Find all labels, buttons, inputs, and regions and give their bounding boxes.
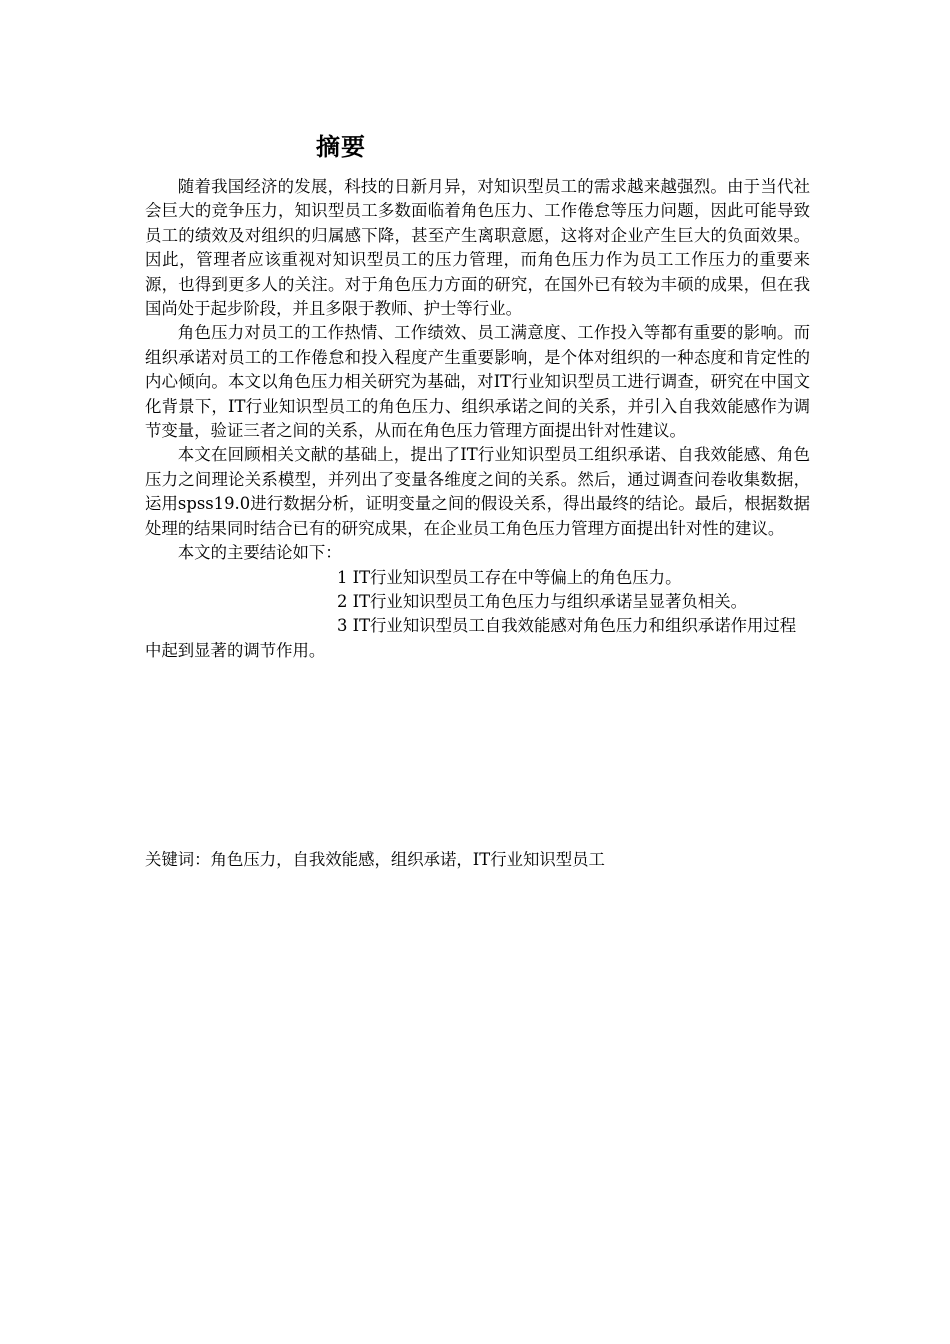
abstract-paragraph-4: 本文的主要结论如下： (177, 543, 342, 563)
abstract-paragraph-2: 角色压力对员工的工作热情、工作绩效、员工满意度、工作投入等都有重要的影响。而组织承诺对员工的工作倦怠和投入程度产生重要影响，是个体对组织的一种态度和肯定性的内心倾向。本文以角色压力相关研究为基础，对IT行业知识型员工进行调查，研究在中国文化背景下，IT行业知识型员工的角色压力、组织承诺之间的关系，并引入自我效能感作为调节变量，验证三者之间的关系，从而在角色压力管理方面提出针对性建议。 (145, 323, 810, 441)
conclusion-item-2: 2 IT行业知识型员工角色压力与组织承诺呈显著负相关。 (337, 591, 748, 611)
conclusion-item-3: 3 IT行业知识型员工自我效能感对角色压力和组织承诺作用过程中起到显著的调节作用。 (145, 616, 797, 660)
abstract-body (145, 175, 810, 663)
abstract-title: 摘要 (316, 133, 366, 161)
keywords-line: 关键词：角色压力，自我效能感，组织承诺，IT行业知识型员工 (145, 850, 605, 869)
abstract-paragraph-1: 随着我国经济的发展，科技的日新月异，对知识型员工的需求越来越强烈。由于当代社会巨大的竞争压力，知识型员工多数面临着角色压力、工作倦怠等压力问题，因此可能导致员工的绩效及对组织的归属感下降，甚至产生离职意愿，这将对企业产生巨大的负面效果。因此，管理者应该重视对知识型员工的压力管理，而角色压力作为员工工作压力的重要来源，也得到更多人的关注。对于角色压力方面的研究，在国外已有较为丰硕的成果，但在我国尚处于起步阶段，并且多限于教师、护士等行业。 (145, 177, 810, 319)
conclusion-item-1: 1 IT行业知识型员工存在中等偏上的角色压力。 (337, 567, 682, 587)
abstract-paragraph-3: 本文在回顾相关文献的基础上，提出了IT行业知识型员工组织承诺、自我效能感、角色压力之间理论关系模型，并列出了变量各维度之间的关系。然后，通过调查问卷收集数据，运用spss19.0进行数据分析，证明变量之间的假设关系，得出最终的结论。最后，根据数据处理的结果同时结合已有的研究成果，在企业员工角色压力管理方面提出针对性的建议。 (145, 445, 810, 538)
